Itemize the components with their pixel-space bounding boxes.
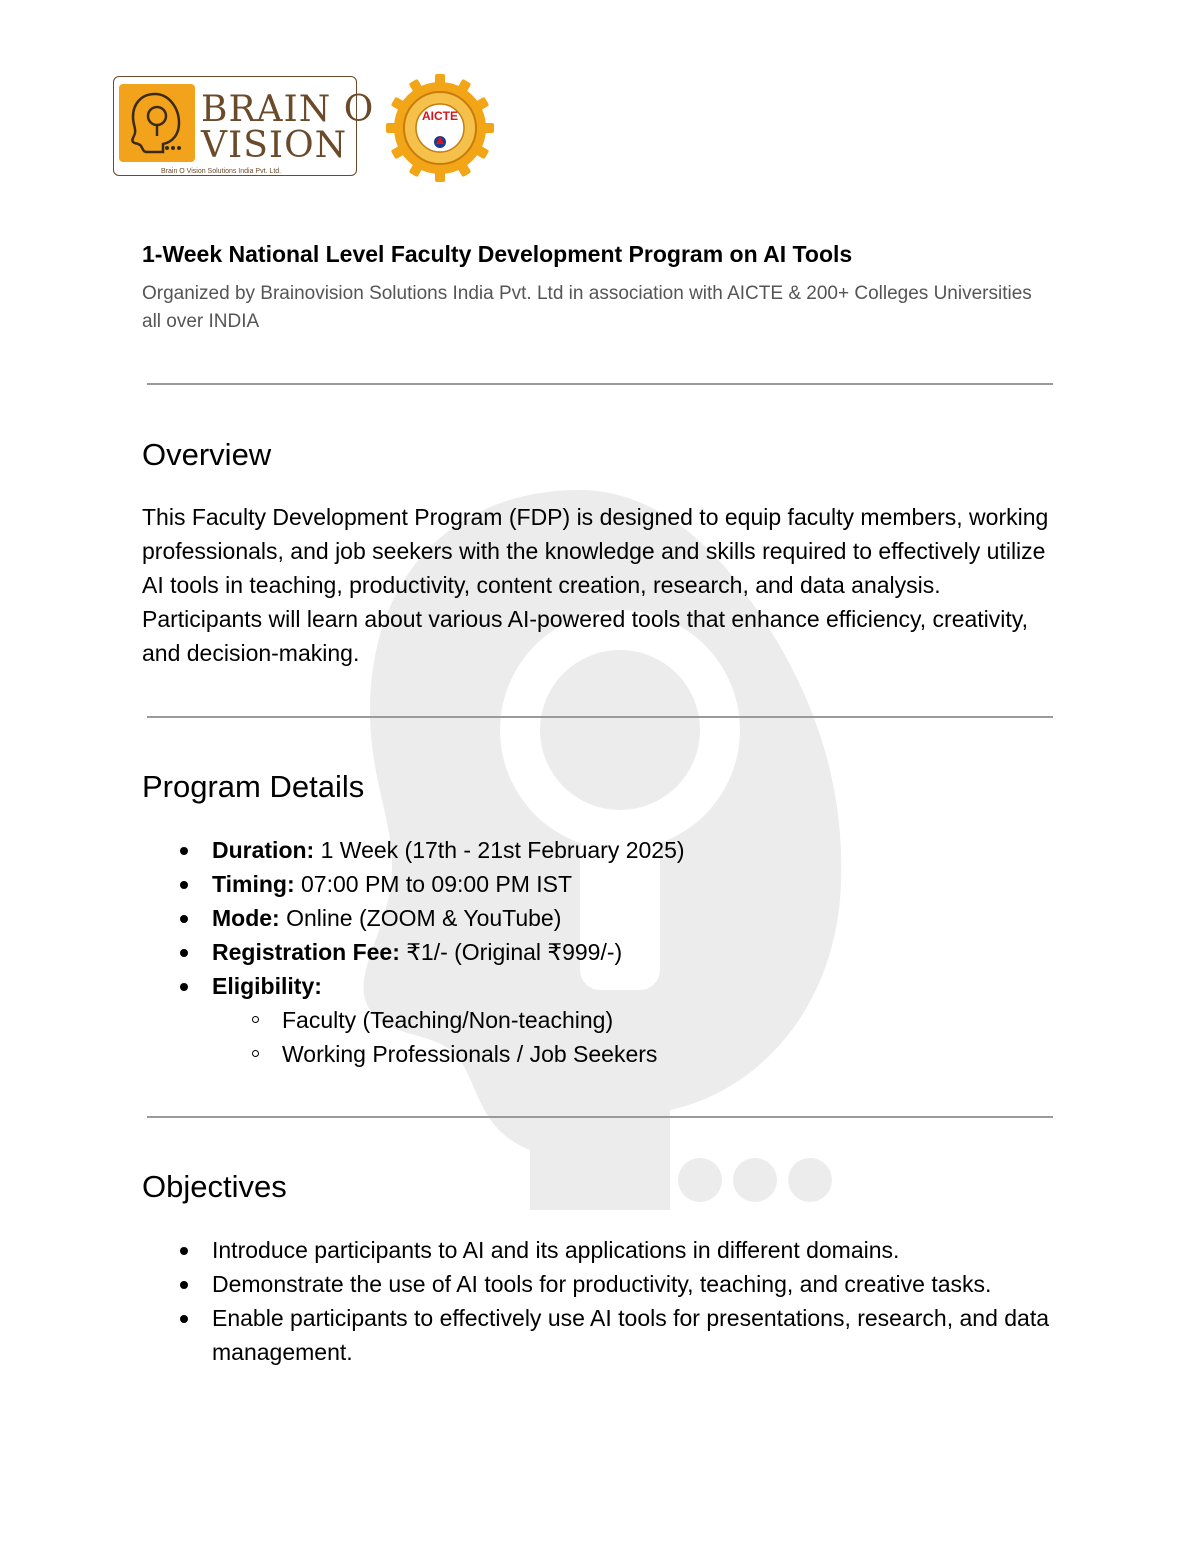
objective-text: Enable participants to effectively use AI tools for presentations, research, and data management. [212, 1305, 1050, 1365]
duration-value: 1 Week (17th - 21st February 2025) [314, 837, 685, 863]
page-title: 1-Week National Level Faculty Development Program on AI Tools [142, 241, 853, 267]
list-item [142, 935, 1062, 969]
bullet-icon [180, 1247, 188, 1255]
sub-list-item [212, 1037, 1062, 1071]
hollow-bullet-icon [252, 1016, 259, 1023]
bullet-icon [180, 915, 188, 923]
list-item [142, 867, 1062, 901]
objectives-list [142, 1233, 1062, 1369]
bullet-icon [180, 881, 188, 889]
list-item [142, 901, 1062, 935]
timing-value: 07:00 PM to 09:00 PM IST [294, 871, 573, 897]
logo-wordmark-line2: VISION [201, 125, 348, 166]
mode-label: Mode: [212, 905, 280, 931]
logo-tagline: Brain O Vision Solutions India Pvt. Ltd. [161, 168, 282, 175]
sub-list-item [212, 1003, 1062, 1037]
aicte-logo [386, 74, 494, 182]
bullet-icon [180, 1315, 188, 1323]
bullet-icon [180, 847, 188, 855]
overview-paragraph: This Faculty Development Program (FDP) is designed to equip faculty members, working professionals, and job seekers with the knowledge and skills required to effectively utilize AI tools in teaching, productivity, content creation, research, and data analysis. Participants will learn about various AI-powered tools that enhance efficiency, creativity, and decision-making. [142, 504, 1049, 666]
eligibility-label: Eligibility: [212, 973, 322, 999]
bullet-icon [180, 983, 188, 991]
divider [147, 1116, 1053, 1118]
list-item [142, 969, 1062, 1071]
program-details-list [142, 833, 1062, 1071]
overview-heading: Overview [142, 437, 272, 472]
mode-value: Online (ZOOM & YouTube) [279, 905, 562, 931]
objectives-heading: Objectives [142, 1169, 287, 1204]
logo-wordmark-line1: BRAIN O [201, 89, 375, 130]
list-item [142, 1233, 1062, 1267]
list-item [142, 1301, 1062, 1369]
list-item [142, 833, 1062, 867]
list-item [142, 1267, 1062, 1301]
hollow-bullet-icon [252, 1050, 259, 1057]
page-subtitle: Organized by Brainovision Solutions India Pvt. Ltd in association with AICTE & 200+ Colleges Universities all over INDIA [142, 283, 1032, 332]
divider [147, 716, 1053, 718]
brainovision-logo [113, 76, 375, 178]
bullet-icon [180, 949, 188, 957]
objective-text: Demonstrate the use of AI tools for productivity, teaching, and creative tasks. [212, 1271, 992, 1297]
eligibility-item: Faculty (Teaching/Non-teaching) [282, 1007, 614, 1033]
gear-seal-icon [386, 74, 494, 182]
bullet-icon [180, 1281, 188, 1289]
program-details-heading: Program Details [142, 769, 365, 804]
eligibility-item: Working Professionals / Job Seekers [282, 1041, 658, 1067]
logo-badge [119, 84, 195, 162]
lightbulb-head-icon [127, 90, 187, 156]
divider [147, 383, 1053, 385]
aicte-label: AICTE [422, 109, 458, 123]
objective-text: Introduce participants to AI and its applications in different domains. [212, 1237, 900, 1263]
timing-label: Timing: [212, 871, 295, 897]
fee-label: Registration Fee: [212, 939, 400, 965]
fee-value: ₹1/- (Original ₹999/-) [399, 939, 623, 965]
duration-label: Duration: [212, 837, 315, 863]
eligibility-sublist [212, 1003, 1062, 1071]
